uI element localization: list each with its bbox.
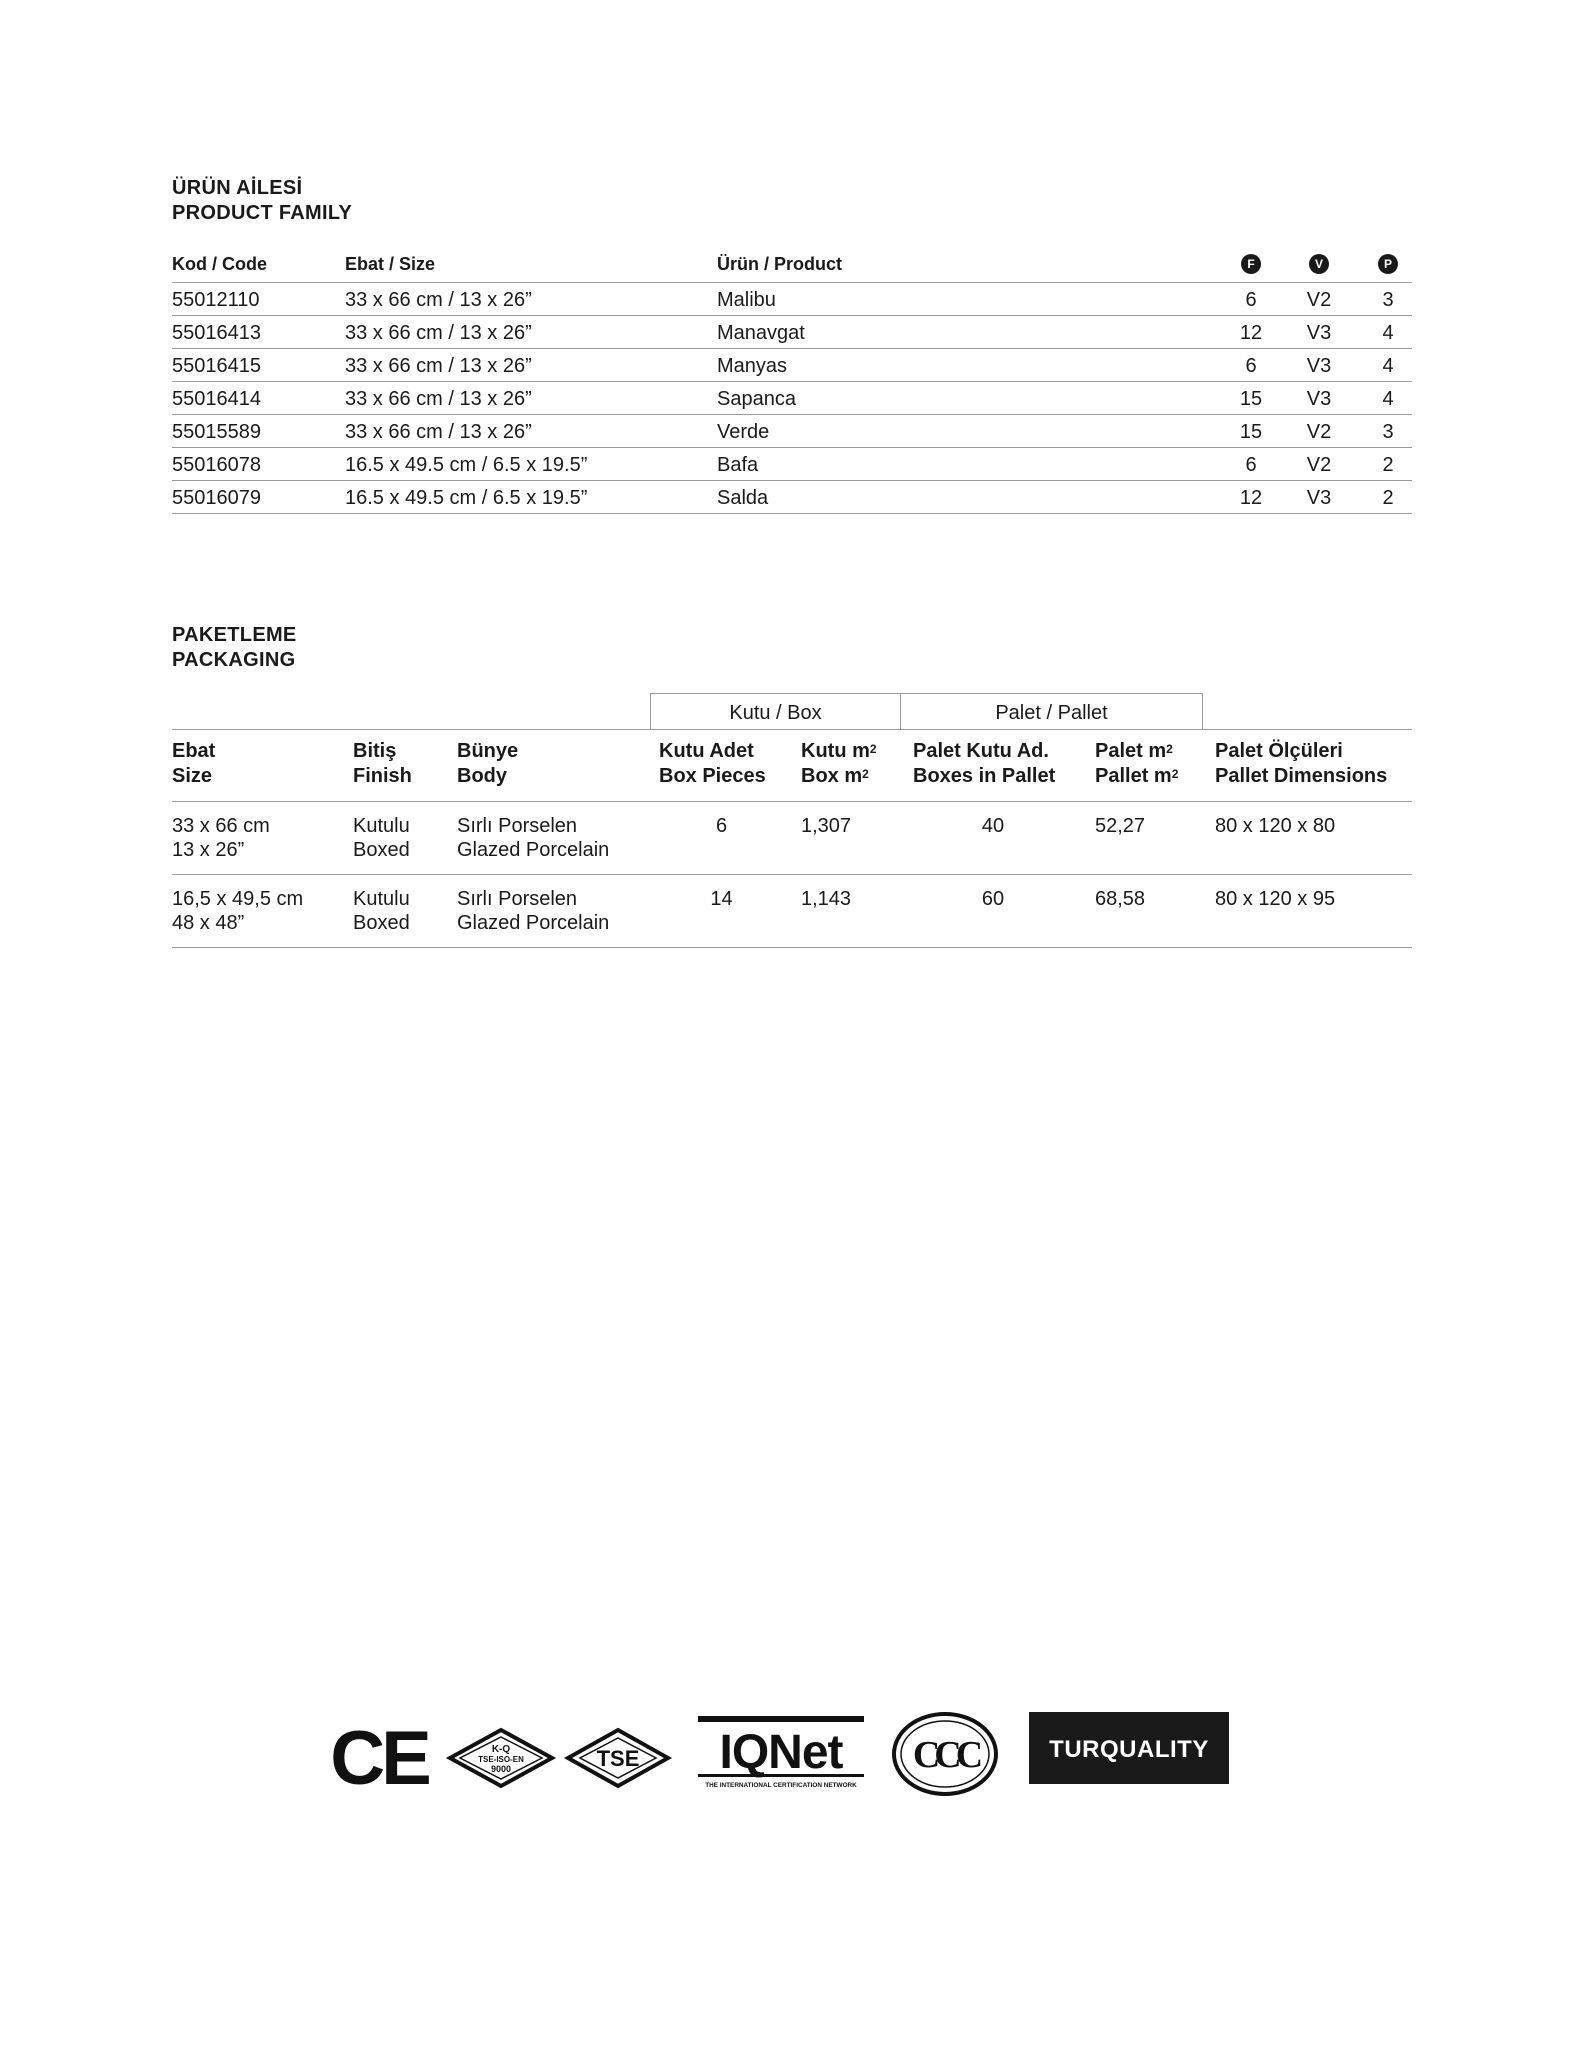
turquality-text: TURQUALITY [1049, 1736, 1209, 1763]
cell-code: 55016079 [172, 487, 261, 509]
header-pallet-m2-tr: Palet m [1095, 740, 1167, 762]
cell-boxes-pallet: 40 [981, 815, 1005, 837]
table-row [172, 316, 1412, 349]
cell-p: 2 [1382, 454, 1394, 476]
cell-body-line1: Sırlı Porselen [457, 815, 578, 837]
ce-mark-logo [330, 1716, 428, 1801]
cell-pallet-m2: 68,58 [1095, 888, 1146, 910]
cell-size: 33 x 66 cm / 13 x 26” [345, 322, 532, 344]
header-boxes-pallet [913, 739, 1055, 789]
cell-pallet-dim: 80 x 120 x 80 [1215, 815, 1336, 837]
cell-v: V3 [1306, 355, 1332, 377]
header-body-tr: Bünye [457, 740, 519, 762]
cell-size-line1: 33 x 66 cm [172, 815, 270, 837]
header-p [1364, 246, 1412, 282]
cell-box-m2: 1,307 [801, 815, 852, 837]
v-circle-icon: V [1309, 254, 1329, 274]
row-divider [172, 947, 1412, 948]
kq-tse-iso-logo [448, 1728, 554, 1788]
cell-product: Manavgat [717, 322, 805, 344]
header-finish-en: Finish [353, 765, 412, 787]
cell-size [172, 887, 303, 935]
header-finish-tr: Bitiş [353, 740, 397, 762]
ce-mark-text: CE [330, 1716, 428, 1801]
cell-p: 4 [1382, 388, 1394, 410]
header-box-m2 [801, 739, 877, 789]
cell-v: V3 [1306, 388, 1332, 410]
cell-p: 3 [1382, 289, 1394, 311]
superscript-two: 2 [1166, 742, 1173, 756]
cell-body-line1: Sırlı Porselen [457, 888, 578, 910]
cell-code: 55016078 [172, 454, 261, 476]
group-box: Kutu / Box [650, 693, 901, 730]
cell-code: 55016413 [172, 322, 261, 344]
header-pallet-dim-tr: Palet Ölçüleri [1215, 740, 1343, 762]
cell-size: 33 x 66 cm / 13 x 26” [345, 388, 532, 410]
header-box-m2-tr: Kutu m [801, 740, 870, 762]
header-finish [353, 739, 412, 789]
header-size-en: Size [172, 765, 213, 787]
product-family-title-tr: ÜRÜN AİLESİ [172, 177, 303, 199]
kq-bot-text: 9000 [490, 1764, 512, 1774]
cell-v: V3 [1306, 322, 1332, 344]
cell-product: Bafa [717, 454, 759, 476]
product-family-header-row [172, 246, 1412, 283]
cell-f: 6 [1245, 454, 1257, 476]
cell-product: Malibu [717, 289, 776, 311]
cell-body [457, 814, 609, 862]
packaging-title [172, 623, 297, 673]
packaging-title-en: PACKAGING [172, 649, 296, 671]
table-row [172, 481, 1412, 514]
cell-code: 55012110 [172, 289, 260, 311]
header-pallet-dim [1215, 739, 1387, 789]
header-pallet-m2-en: Pallet m [1095, 765, 1172, 787]
header-code: Kod / Code [172, 254, 267, 274]
cell-size-line2: 48 x 48” [172, 912, 245, 934]
product-family-table [172, 246, 1412, 514]
cell-finish [353, 814, 410, 862]
tse-text: TSE [596, 1746, 640, 1771]
packaging-title-tr: PAKETLEME [172, 624, 297, 646]
cell-f: 6 [1245, 289, 1257, 311]
kq-mid-text: TSE-ISO-EN [478, 1755, 524, 1764]
cell-size: 16.5 x 49.5 cm / 6.5 x 19.5” [345, 454, 588, 476]
cell-v: V3 [1306, 487, 1332, 509]
cell-finish [353, 887, 410, 935]
cell-f: 15 [1239, 421, 1263, 443]
cell-product: Verde [717, 421, 770, 443]
cell-code: 55015589 [172, 421, 261, 443]
cell-size: 33 x 66 cm / 13 x 26” [345, 289, 532, 311]
kq-top-text: K-Q [491, 1744, 511, 1755]
header-box-m2-en: Box m [801, 765, 863, 787]
cell-size: 33 x 66 cm / 13 x 26” [345, 421, 532, 443]
header-size: Ebat / Size [345, 254, 436, 274]
header-box-pieces-en: Box Pieces [659, 765, 766, 787]
cell-finish-line1: Kutulu [353, 815, 410, 837]
ccc-logo [891, 1711, 999, 1797]
header-bottom-divider [172, 801, 1412, 802]
superscript-two: 2 [869, 742, 877, 756]
turquality-logo [1029, 1712, 1229, 1784]
tse-logo [566, 1728, 670, 1788]
cell-product: Manyas [717, 355, 788, 377]
iqnet-logo [698, 1716, 864, 1792]
cell-finish-line1: Kutulu [353, 888, 410, 910]
header-top-divider [172, 729, 1412, 730]
cell-p: 4 [1382, 355, 1394, 377]
cell-size [172, 814, 270, 862]
cell-v: V2 [1306, 454, 1332, 476]
group-pallet: Palet / Pallet [900, 693, 1203, 730]
cell-p: 4 [1382, 322, 1394, 344]
cell-body [457, 887, 609, 935]
header-size-tr: Ebat [172, 740, 216, 762]
superscript-two: 2 [1171, 767, 1179, 781]
cell-product: Sapanca [717, 388, 796, 410]
header-size [172, 739, 215, 789]
table-row [172, 415, 1412, 448]
header-boxes-pallet-en: Boxes in Pallet [913, 765, 1056, 787]
cell-box-m2: 1,143 [801, 888, 852, 910]
f-circle-icon: F [1241, 254, 1261, 274]
row-divider [172, 874, 1412, 875]
cell-size: 16.5 x 49.5 cm / 6.5 x 19.5” [345, 487, 588, 509]
cell-finish-line2: Boxed [353, 839, 410, 861]
table-row [172, 382, 1412, 415]
cell-f: 12 [1239, 322, 1263, 344]
cell-f: 12 [1239, 487, 1263, 509]
table-row [172, 349, 1412, 382]
p-circle-icon: P [1378, 254, 1398, 274]
cell-pallet-m2: 52,27 [1095, 815, 1146, 837]
header-pallet-m2 [1095, 739, 1178, 789]
cell-size-line1: 16,5 x 49,5 cm [172, 888, 304, 910]
product-family-title-en: PRODUCT FAMILY [172, 202, 353, 224]
cell-size-line2: 13 x 26” [172, 839, 245, 861]
header-body-en: Body [457, 765, 507, 787]
header-body [457, 739, 518, 789]
superscript-two: 2 [862, 767, 869, 781]
header-box-pieces [659, 739, 766, 789]
header-f [1227, 246, 1275, 282]
iqnet-sub-text: THE INTERNATIONAL CERTIFICATION NETWORK [705, 1782, 857, 1789]
header-pallet-dim-en: Pallet Dimensions [1215, 765, 1388, 787]
cell-p: 3 [1382, 421, 1394, 443]
cell-v: V2 [1306, 289, 1332, 311]
header-v [1295, 246, 1343, 282]
cell-code: 55016415 [172, 355, 261, 377]
iqnet-text: IQNet [719, 1726, 843, 1779]
header-boxes-pallet-tr: Palet Kutu Ad. [913, 740, 1049, 762]
cell-product: Salda [717, 487, 769, 509]
cell-finish-line2: Boxed [353, 912, 410, 934]
cell-size: 33 x 66 cm / 13 x 26” [345, 355, 532, 377]
ccc-text: CCC [912, 1734, 978, 1776]
header-box-pieces-tr: Kutu Adet [659, 740, 754, 762]
product-family-title [172, 176, 352, 226]
cell-body-line2: Glazed Porcelain [457, 839, 610, 861]
header-product: Ürün / Product [717, 254, 842, 274]
cell-f: 6 [1245, 355, 1257, 377]
cell-f: 15 [1239, 388, 1263, 410]
table-row [172, 283, 1412, 316]
table-row [172, 448, 1412, 481]
cell-v: V2 [1306, 421, 1332, 443]
cell-box-pieces: 14 [710, 888, 733, 910]
cell-pallet-dim: 80 x 120 x 95 [1215, 888, 1336, 910]
cell-p: 2 [1382, 487, 1394, 509]
cell-box-pieces: 6 [715, 815, 728, 837]
cell-code: 55016414 [172, 388, 261, 410]
cell-boxes-pallet: 60 [981, 888, 1005, 910]
cell-body-line2: Glazed Porcelain [457, 912, 610, 934]
